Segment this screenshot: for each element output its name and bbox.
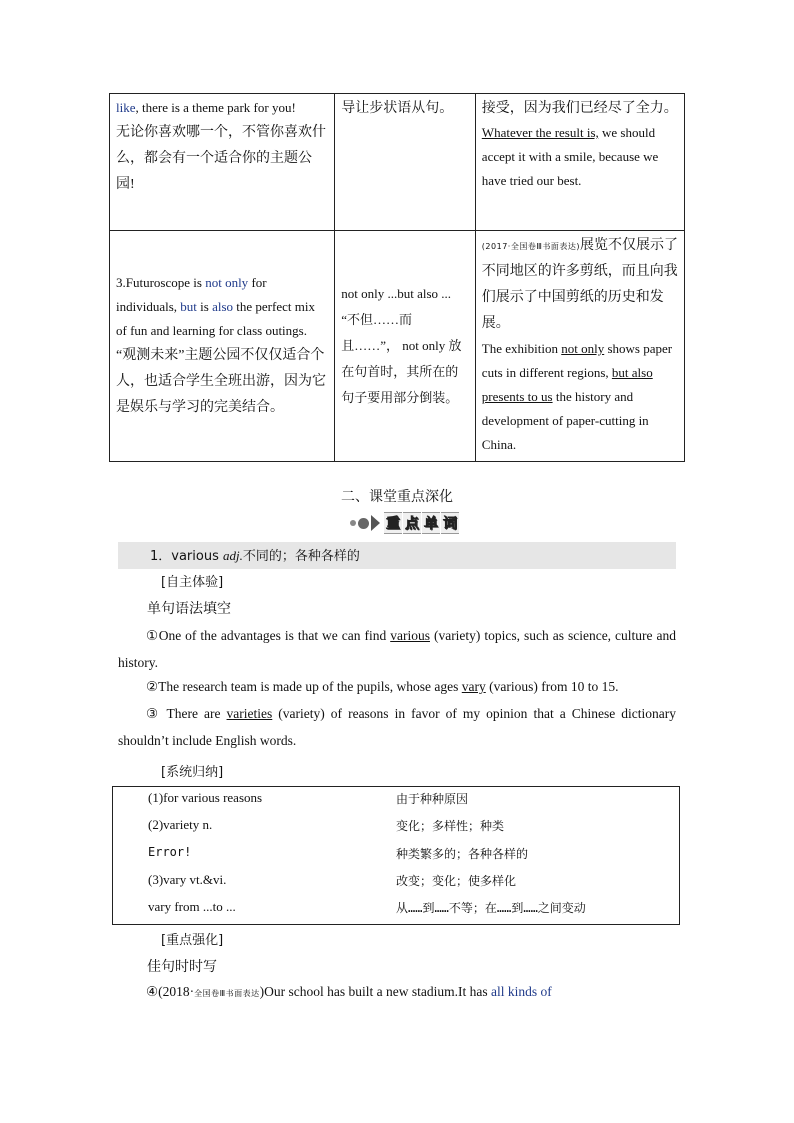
vocab-heading [118, 542, 676, 569]
banner-char: 单 [422, 512, 440, 534]
summary-row-en: (1)for various reasons [148, 790, 263, 805]
summary-row-en: (3)vary vt.&vi. [148, 872, 227, 887]
s3-text: ③ There are [146, 706, 227, 721]
keyword-not-only: not only [205, 275, 249, 290]
row2-col3-a: The exhibition [481, 341, 562, 356]
row2-col3-underlined-1: not only [561, 341, 605, 356]
s1-answer: various [390, 628, 430, 643]
row1-col1 [110, 94, 335, 231]
row2-col3 [475, 231, 684, 462]
row2-col3-cn: 展览不仅展示了不同地区的许多剪纸，而且向我们展示了中国剪纸的历史和发展。 [481, 238, 678, 331]
summary-row-cn: 种类繁多的；各种各样的 [396, 847, 529, 861]
banner-text [384, 512, 460, 534]
system-summary-label: [系统归纳] [161, 765, 224, 780]
self-experience-label: [自主体验] [161, 575, 224, 590]
row1-col1-en: , there is a theme park for you! [135, 100, 296, 115]
row1-col1-cn: 无论你喜欢哪一个，不管你喜欢什么，都会有一个适合你的主题公园! [116, 125, 326, 192]
row2-text-e: is [196, 299, 213, 314]
summary-row-en: vary from ...to ... [148, 899, 236, 914]
key-strength-label: [重点强化] [161, 933, 224, 948]
keyword-but: but [180, 299, 197, 314]
row2-col2-text: not only ...but also ... “不但……而且……”， not only 放在句首时，其所在的句子要用部分倒装。 [341, 286, 462, 405]
grammar-table [109, 93, 685, 462]
s1-text: ①One of the advantages is that we can find [146, 628, 391, 643]
dot-icon [358, 518, 369, 529]
summary-row-cn: 由于种种原因 [396, 792, 469, 806]
section-title: 二、课堂重点深化 [341, 489, 453, 505]
summary-row-cn: 改变；变化；使多样化 [396, 874, 517, 888]
row2-col3-e: the history and development of paper-cutting in China. [481, 389, 649, 452]
s4-keyword: all kinds of [490, 984, 552, 999]
row2-text-c: for individuals, [116, 275, 267, 314]
row1-col3 [475, 94, 684, 231]
s3-answer: varieties [226, 706, 273, 721]
exam-source: (2017·全国卷Ⅲ书面表达) [481, 242, 580, 251]
summary-row-en: (2)variety n. [148, 817, 213, 832]
row2-col1-cn: “观测未来”主题公园不仅仅适合个人，也适合学生全班出游，因为它是娱乐与学习的完美结合。 [116, 348, 326, 415]
s3-text-b: (variety) of reasons in favor of my opinion that a Chinese dictionary shouldn’t include English words. [118, 706, 676, 748]
summary-row-en: Error! [148, 845, 192, 859]
writing-title: 佳句时时写 [147, 959, 217, 975]
row2-text-g: the perfect mix of fun and learning for class outings. [116, 299, 315, 338]
row2-col3-c: shows paper cuts in different regions, [481, 341, 673, 380]
sentence-2 [118, 673, 676, 700]
row2-col1 [110, 231, 335, 462]
s2-text-b: (various) from 10 to 15. [485, 679, 619, 694]
dot-icon [350, 520, 356, 526]
summary-box [112, 786, 680, 925]
row2-col3-underlined-2: but also presents to us [481, 365, 653, 404]
fill-in-title: 单句语法填空 [147, 601, 231, 617]
s4-text: )Our school has built a new stadium.It has [259, 984, 491, 999]
vocab-meaning: 不同的；各种各样的 [242, 549, 360, 564]
summary-row-cn: 从……到……不等；在……到……之间变动 [396, 901, 586, 915]
s4-exam: 全国卷Ⅲ书面表达 [194, 989, 260, 998]
table-row [110, 231, 685, 462]
key-words-banner [350, 512, 460, 534]
summary-row-cn: 变化；多样性；种类 [396, 819, 505, 833]
row1-col2 [335, 94, 476, 231]
keyword-like: like [116, 100, 136, 115]
s2-text: ②The research team is made up of the pupils, whose ages [146, 679, 462, 694]
s1-text-b: (variety) topics, such as science, culture and history. [118, 628, 676, 670]
sentence-4 [118, 978, 676, 1007]
row2-text-a: 3.Futuroscope is [116, 275, 206, 290]
banner-char: 重 [384, 512, 402, 534]
s4-prefix: ④(2018· [146, 984, 195, 999]
vocab-pos: adj. [223, 548, 243, 563]
row1-col3-cn: 接受，因为我们已经尽了全力。 [481, 101, 678, 116]
row1-col3-rest: we should accept it with a smile, because we have tried our best. [481, 125, 659, 188]
s2-answer: vary [461, 679, 486, 694]
banner-char: 词 [441, 512, 459, 534]
arrow-icon [371, 515, 380, 531]
sentence-1 [118, 622, 676, 676]
row2-col2 [335, 231, 476, 462]
banner-char: 点 [403, 512, 421, 534]
row1-col3-underlined: Whatever the result is, [481, 125, 599, 140]
vocab-word: 1．various [150, 549, 223, 564]
sentence-3 [118, 700, 676, 754]
row1-col2-text: 导让步状语从句。 [341, 101, 454, 116]
keyword-also: also [212, 299, 234, 314]
table-row [110, 94, 685, 231]
